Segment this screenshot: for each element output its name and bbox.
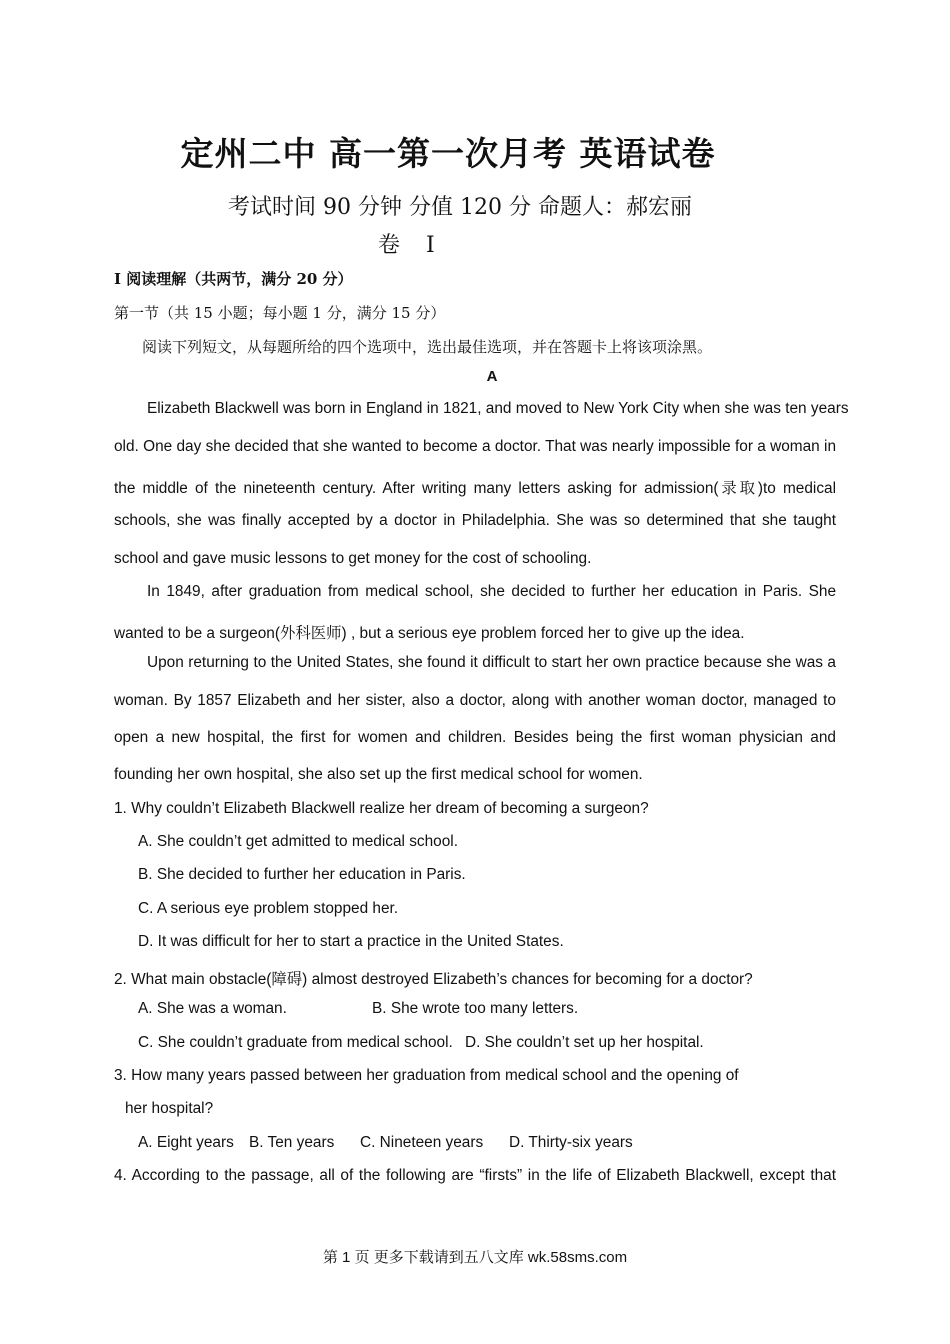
section-part: 第一节（共 15 小题；每小题 1 分，满分 15 分） [114,304,446,322]
passage-line: Upon returning to the United States, she found it difficult to start her own practice because she was a [147,654,836,671]
question-3-option-c: C. Nineteen years [360,1134,484,1151]
question-4-stem: 4. According to the passage, all of the following are “firsts” in the life of Elizabeth Blackwell, except that [114,1167,836,1184]
question-2-stem: 2. What main obstacle(障碍) almost destroyed Elizabeth’s chances for becoming for a doctor? [114,971,753,988]
volume-label: 卷 [378,233,401,258]
passage-line: open a new hospital, the first for women and children. Besides being the first woman physician and [114,729,836,746]
passage-line: woman. By 1857 Elizabeth and her sister, also a doctor, along with another woman doctor, managed to [114,692,836,709]
question-1-option-a: A. She couldn’t get admitted to medical school. [138,833,458,850]
page-footer: 第 1 页 更多下载请到五八文库 wk.58sms.com [322,1249,628,1266]
question-2-option-a: A. She was a woman. [138,1000,287,1017]
question-3-option-d: D. Thirty-six years [509,1134,633,1151]
volume-number: Ⅰ [426,233,435,258]
question-1-option-b: B. She decided to further her education in Paris. [138,866,466,883]
volume-heading [378,228,435,259]
passage-line: schools, she was finally accepted by a doctor in Philadelphia. She was so determined that she taught [114,512,836,529]
question-3-stem-continued: her hospital? [125,1100,214,1117]
passage-line: wanted to be a surgeon(外科医师) , but a serious eye problem forced her to give up the idea. [114,625,745,642]
exam-subtitle: 考试时间 90 分钟 分值 120 分 命题人：郝宏丽 [228,195,692,220]
question-3-stem: 3. How many years passed between her graduation from medical school and the opening of [114,1067,739,1084]
exam-title: 定州二中 高一第一次月考 英语试卷 [180,134,716,173]
section-instruction: 阅读下列短文，从每题所给的四个选项中，选出最佳选项，并在答题卡上将该项涂黑。 [142,338,713,356]
passage-line: Elizabeth Blackwell was born in England in 1821, and moved to New York City when she was ten years [147,400,849,417]
passage-line: the middle of the nineteenth century. After writing many letters asking for admission(录取)to medical [114,480,836,497]
question-3-option-a: A. Eight years [138,1134,234,1151]
passage-line: founding her own hospital, she also set up the first medical school for women. [114,766,643,783]
passage-line: old. One day she decided that she wanted to become a doctor. That was nearly impossible for a woman in [114,438,836,455]
question-1-option-d: D. It was difficult for her to start a practice in the United States. [138,933,564,950]
question-2-option-b: B. She wrote too many letters. [372,1000,579,1017]
question-1-stem: 1. Why couldn’t Elizabeth Blackwell realize her dream of becoming a surgeon? [114,800,649,817]
passage-label: A [486,368,498,385]
question-2-option-c: C. She couldn’t graduate from medical school. [138,1034,453,1051]
section-heading: Ⅰ 阅读理解（共两节，满分 20 分） [114,270,353,288]
question-2-option-d: D. She couldn’t set up her hospital. [465,1034,704,1051]
passage-line: school and gave music lessons to get money for the cost of schooling. [114,550,592,567]
question-1-option-c: C. A serious eye problem stopped her. [138,900,399,917]
question-3-option-b: B. Ten years [249,1134,335,1151]
passage-line: In 1849, after graduation from medical school, she decided to further her education in Paris. She [147,583,836,600]
